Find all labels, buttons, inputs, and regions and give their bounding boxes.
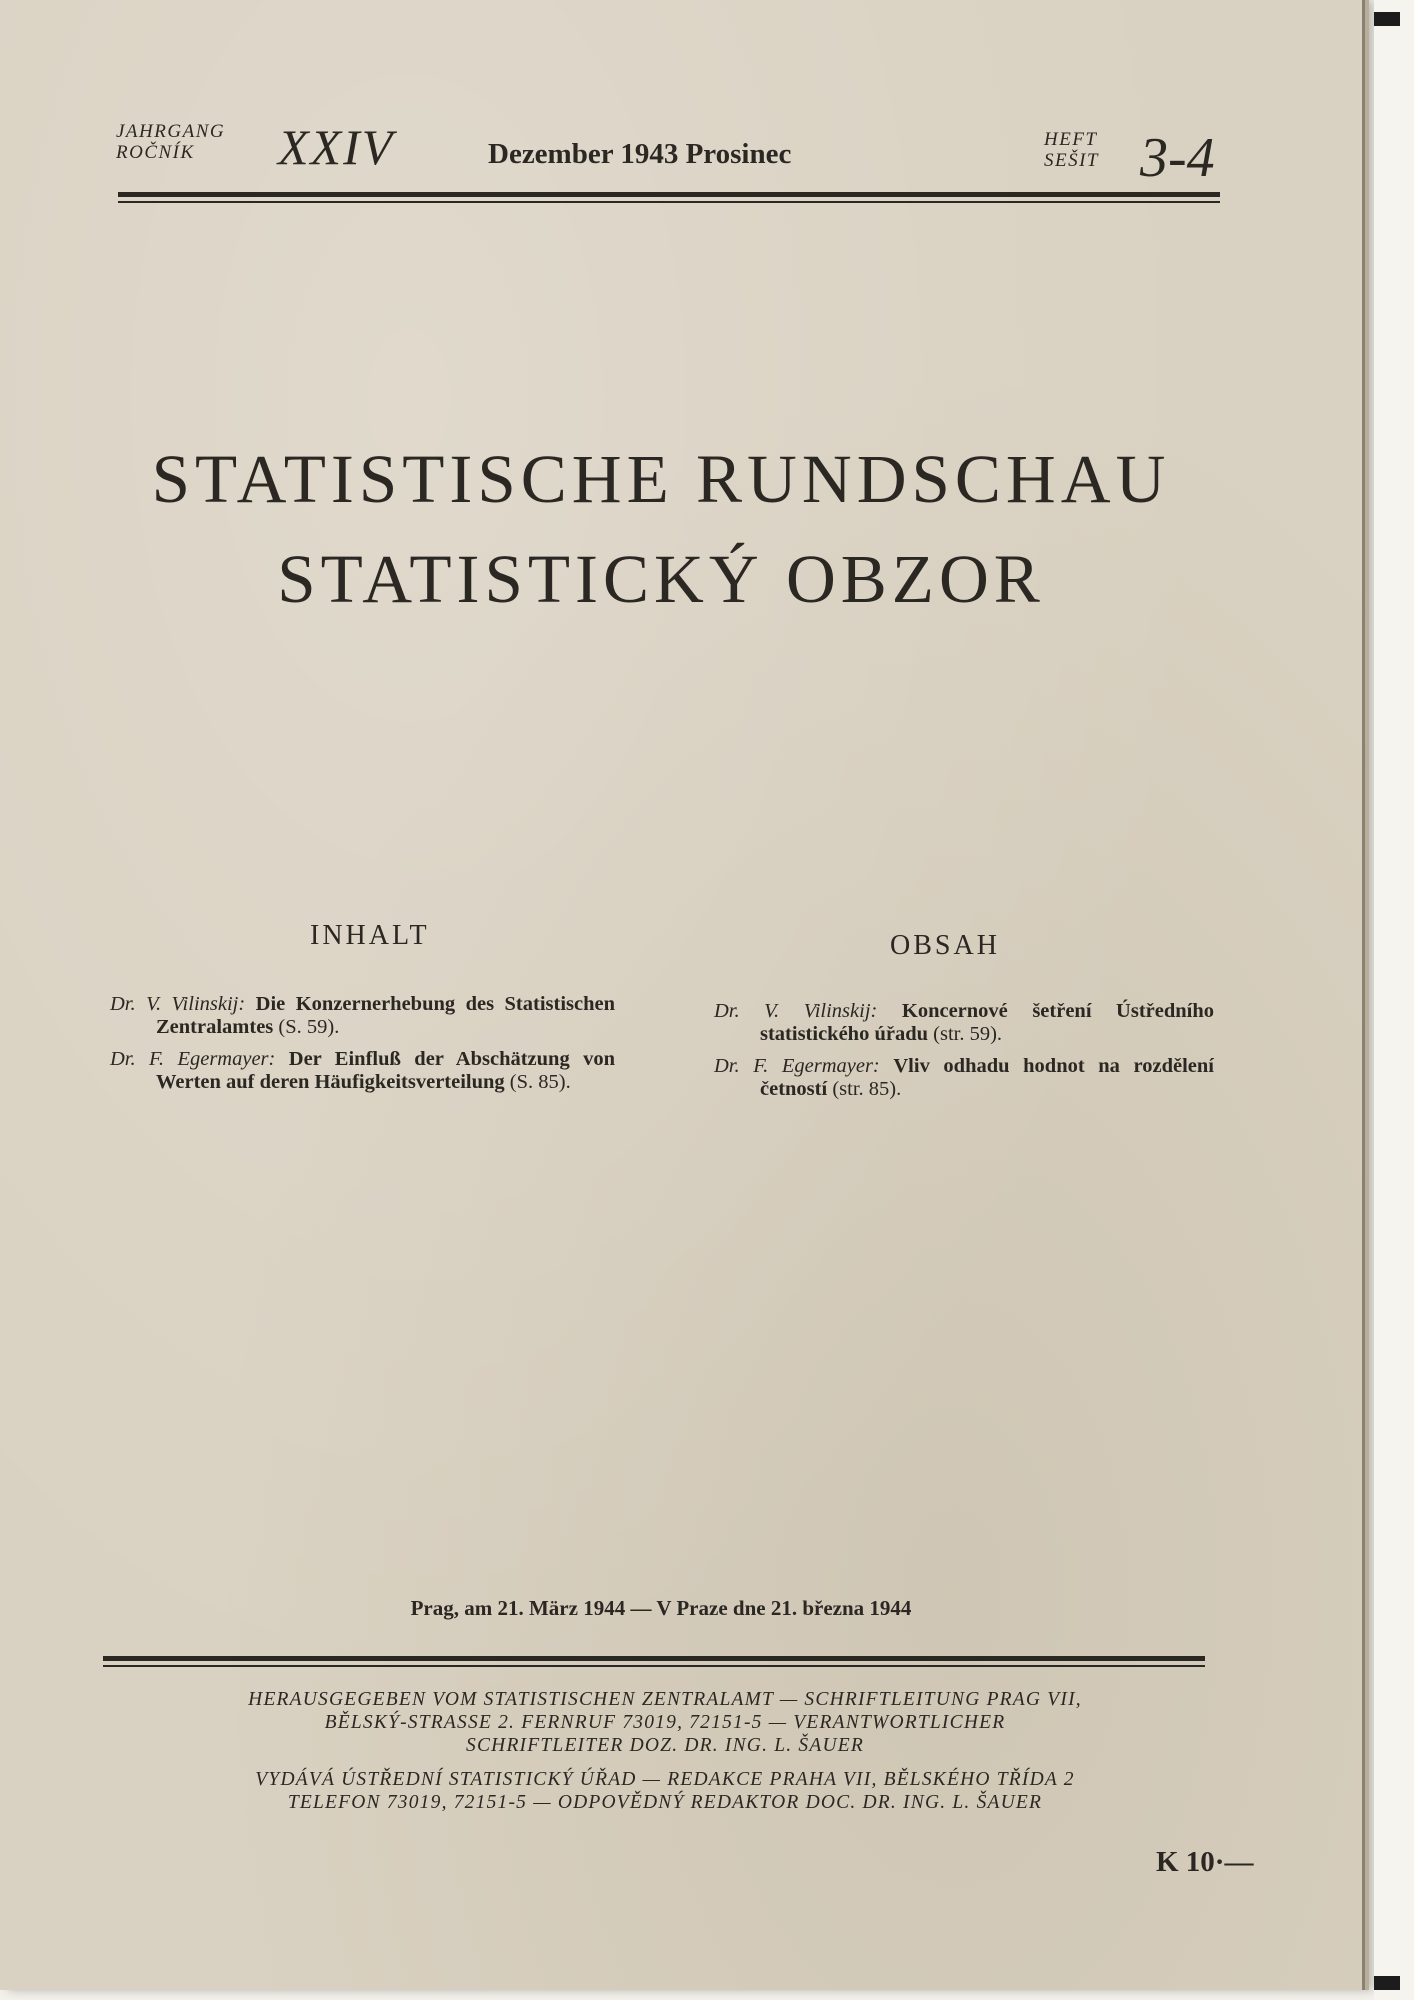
entry-page: (str. 59). <box>933 1023 1003 1045</box>
contents-list-cs <box>714 1000 1214 1110</box>
entry-author: Dr. V. Vilinskij: <box>714 1000 878 1022</box>
scan-edge-mark <box>1374 12 1400 26</box>
header-rule <box>118 192 1220 197</box>
imprint-czech <box>100 1768 1230 1814</box>
imprint-line: HERAUSGEGEBEN VOM STATISTISCHEN ZENTRALAMT — SCHRIFTLEITUNG PRAG VII, <box>248 1689 1082 1710</box>
volume-number: XXIV <box>278 119 395 175</box>
contents-entry <box>714 1000 1214 1046</box>
volume-label-de: JAHRGANG <box>116 121 226 142</box>
scan-margin <box>1374 0 1414 2000</box>
imprint-line: TELEFON 73019, 72151-5 — ODPOVĚDNÝ REDAKTOR DOC. DR. ING. L. ŠAUER <box>287 1792 1043 1813</box>
entry-title: Die Konzernerhebung des Statistischen Zentralamtes <box>156 993 615 1038</box>
contents-entry <box>714 1055 1214 1101</box>
volume-label-cs: ROČNÍK <box>116 142 195 163</box>
imprint-line: BĚLSKÝ-STRASSE 2. FERNRUF 73019, 72151-5 — VERANTWORTLICHER <box>324 1712 1006 1733</box>
title-czech: STATISTICKÝ OBZOR <box>277 541 1045 617</box>
issue-label-cs: SEŠIT <box>1044 150 1099 171</box>
imprint-german <box>100 1688 1230 1757</box>
footer-rule-thin <box>103 1665 1205 1667</box>
contents-entry <box>110 1048 615 1094</box>
contents-entry <box>110 993 615 1039</box>
entry-author: Dr. F. Egermayer: <box>110 1048 276 1070</box>
entry-author: Dr. V. Vilinskij: <box>110 993 246 1015</box>
entry-author: Dr. F. Egermayer: <box>714 1055 880 1077</box>
scan-edge-mark <box>1374 1976 1400 1990</box>
title-german: STATISTISCHE RUNDSCHAU <box>151 441 1171 517</box>
entry-title: Vliv odhadu hodnot na rozdělení četností <box>760 1055 1215 1100</box>
imprint-line: VYDÁVÁ ÚSTŘEDNÍ STATISTICKÝ ÚŘAD — REDAKCE PRAHA VII, BĚLSKÉHO TŘÍDA 2 <box>255 1769 1075 1790</box>
contents-list-de <box>110 993 615 1103</box>
price-label: K 10·— <box>1156 1846 1254 1878</box>
contents-heading-de: INHALT <box>310 920 430 951</box>
imprint-line: SCHRIFTLEITER DOZ. DR. ING. L. ŠAUER <box>466 1735 864 1756</box>
issue-month: Dezember 1943 Prosinec <box>488 138 792 170</box>
entry-title: Der Einfluß der Abschätzung von Werten auf deren Häufigkeitsverteilung <box>156 1048 616 1093</box>
publication-date: Prag, am 21. März 1944 — V Praze dne 21. března 1944 <box>410 1596 912 1620</box>
contents-heading-cs: OBSAH <box>890 930 1000 961</box>
issue-number: 3-4 <box>1140 127 1215 189</box>
footer-rule <box>103 1656 1205 1661</box>
header-rule-thin <box>118 201 1220 203</box>
entry-page: (S. 85). <box>509 1071 571 1093</box>
entry-page: (str. 85). <box>832 1078 902 1100</box>
entry-page: (S. 59). <box>278 1016 340 1038</box>
entry-title: Koncernové šetření Ústředního statistického úřadu <box>760 1000 1215 1045</box>
issue-label-de: HEFT <box>1044 129 1098 150</box>
